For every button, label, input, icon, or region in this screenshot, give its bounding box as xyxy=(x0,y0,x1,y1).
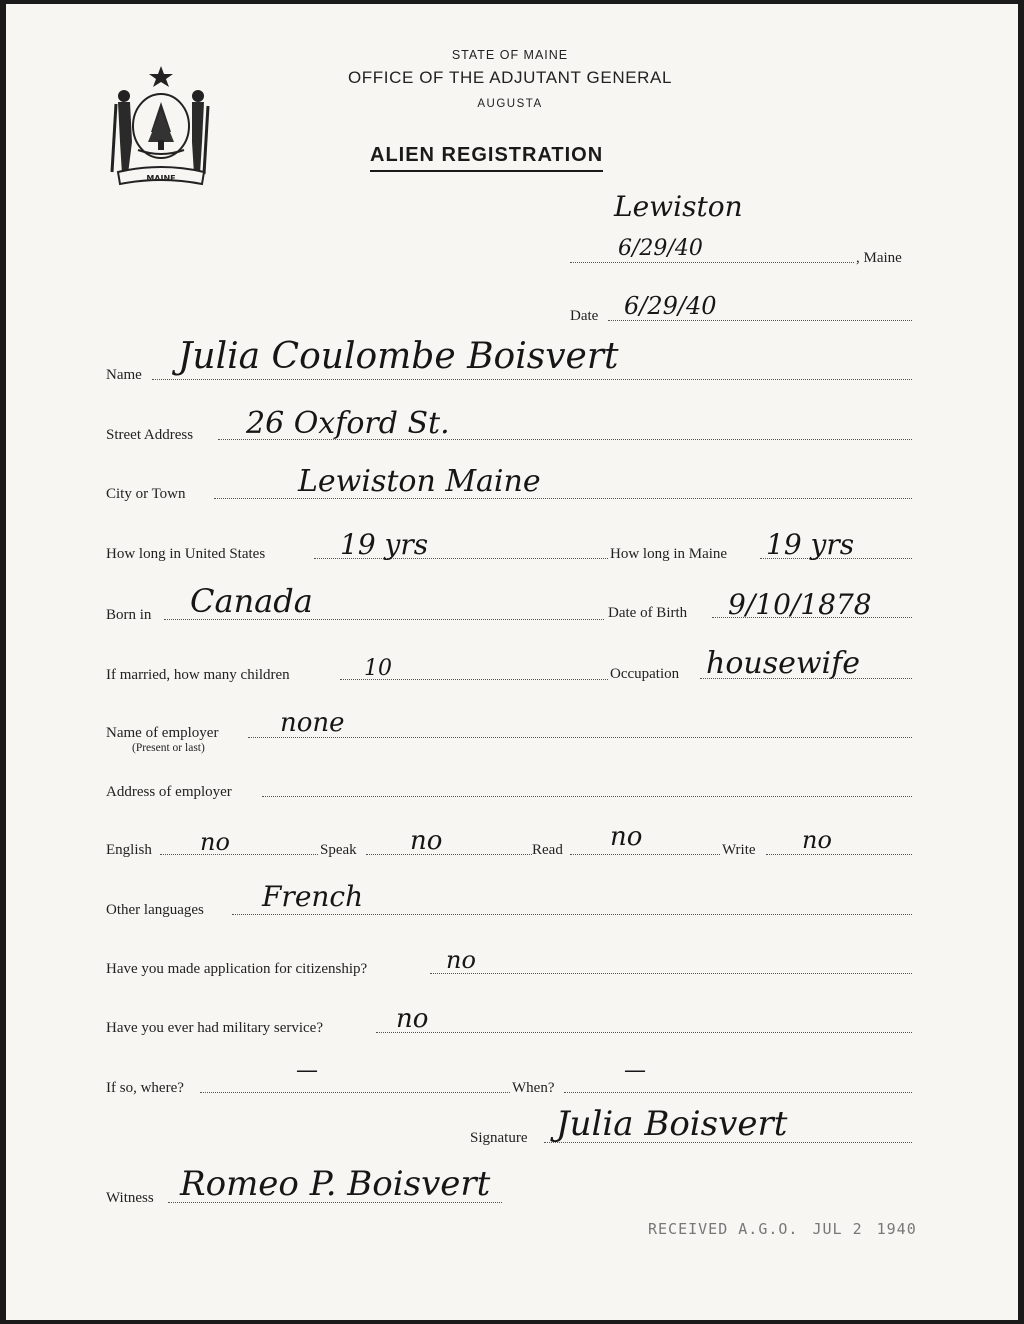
city-value: Lewiston Maine xyxy=(298,464,541,499)
form-title: ALIEN REGISTRATION xyxy=(370,144,603,172)
if-so-where-label: If so, where? xyxy=(106,1080,184,1096)
military-label: Have you ever had military service? xyxy=(106,1020,323,1036)
citizenship-value: no xyxy=(446,946,476,974)
when-line xyxy=(564,1092,912,1093)
read-line xyxy=(570,854,720,855)
occupation-value: housewife xyxy=(706,646,860,681)
town-line xyxy=(570,262,854,263)
other-languages-label: Other languages xyxy=(106,902,204,918)
town-date-value: 6/29/40 xyxy=(618,236,703,261)
when-label: When? xyxy=(512,1080,555,1096)
other-languages-value: French xyxy=(262,880,364,913)
date-line xyxy=(608,320,912,321)
state-heading: STATE OF MAINE xyxy=(451,48,569,62)
received-stamp-date: JUL 2 xyxy=(812,1220,863,1238)
date-value: 6/29/40 xyxy=(624,292,717,320)
born-in-label: Born in xyxy=(106,607,152,623)
when-value: — xyxy=(624,1058,646,1083)
street-value: 26 Oxford St. xyxy=(246,406,450,441)
how-long-maine-label: How long in Maine xyxy=(610,546,728,562)
military-value: no xyxy=(396,1004,429,1034)
occupation-label: Occupation xyxy=(610,666,680,682)
street-label: Street Address xyxy=(106,427,194,443)
employer-address-label: Address of employer xyxy=(106,784,232,800)
employer-note: (Present or last) xyxy=(132,742,205,754)
witness-label: Witness xyxy=(106,1190,154,1206)
military-line xyxy=(376,1032,912,1033)
date-of-birth-value: 9/10/1878 xyxy=(728,588,872,621)
children-label: If married, how many children xyxy=(106,667,290,683)
born-in-value: Canada xyxy=(190,582,313,620)
received-stamp-year: 1940 xyxy=(876,1220,917,1238)
where-line xyxy=(200,1092,510,1093)
name-value: Julia Coulombe Boisvert xyxy=(178,336,619,377)
write-line xyxy=(766,854,912,855)
write-value: no xyxy=(802,826,832,854)
date-of-birth-label: Date of Birth xyxy=(608,605,688,621)
employer-label: Name of employer xyxy=(106,725,219,741)
citizenship-label: Have you made application for citizenship? xyxy=(106,961,368,977)
signature-value: Julia Boisvert xyxy=(556,1104,788,1144)
read-value: no xyxy=(610,822,643,852)
how-long-us-label: How long in United States xyxy=(106,546,266,562)
where-value: — xyxy=(296,1058,318,1083)
read-label: Read xyxy=(532,842,563,858)
employer-address-line xyxy=(262,796,912,797)
date-label: Date xyxy=(570,308,599,324)
other-languages-line xyxy=(232,914,912,915)
children-value: 10 xyxy=(364,656,392,681)
received-stamp-text: RECEIVED A.G.O. xyxy=(648,1220,799,1238)
name-line xyxy=(152,379,912,380)
seal-banner-text: MAINE xyxy=(146,174,176,183)
speak-line xyxy=(366,854,532,855)
employer-value: none xyxy=(280,708,345,738)
maine-label: , Maine xyxy=(856,250,902,266)
how-long-us-value: 19 yrs xyxy=(340,528,429,561)
speak-label: Speak xyxy=(320,842,357,858)
witness-value: Romeo P. Boisvert xyxy=(180,1164,491,1204)
city-label: City or Town xyxy=(106,486,186,502)
town-value: Lewiston xyxy=(614,190,743,223)
name-label: Name xyxy=(106,367,142,383)
speak-value: no xyxy=(410,826,443,856)
city-heading: AUGUSTA xyxy=(477,98,543,110)
write-label: Write xyxy=(722,842,756,858)
received-stamp xyxy=(648,1220,931,1238)
english-line xyxy=(160,854,318,855)
english-label: English xyxy=(106,842,152,858)
office-heading: OFFICE OF THE ADJUTANT GENERAL xyxy=(347,68,673,87)
english-value: no xyxy=(200,828,230,856)
citizenship-line xyxy=(430,973,912,974)
employer-line xyxy=(248,737,912,738)
how-long-maine-value: 19 yrs xyxy=(766,528,855,561)
form-paper xyxy=(6,4,1018,1320)
signature-label: Signature xyxy=(470,1130,528,1146)
